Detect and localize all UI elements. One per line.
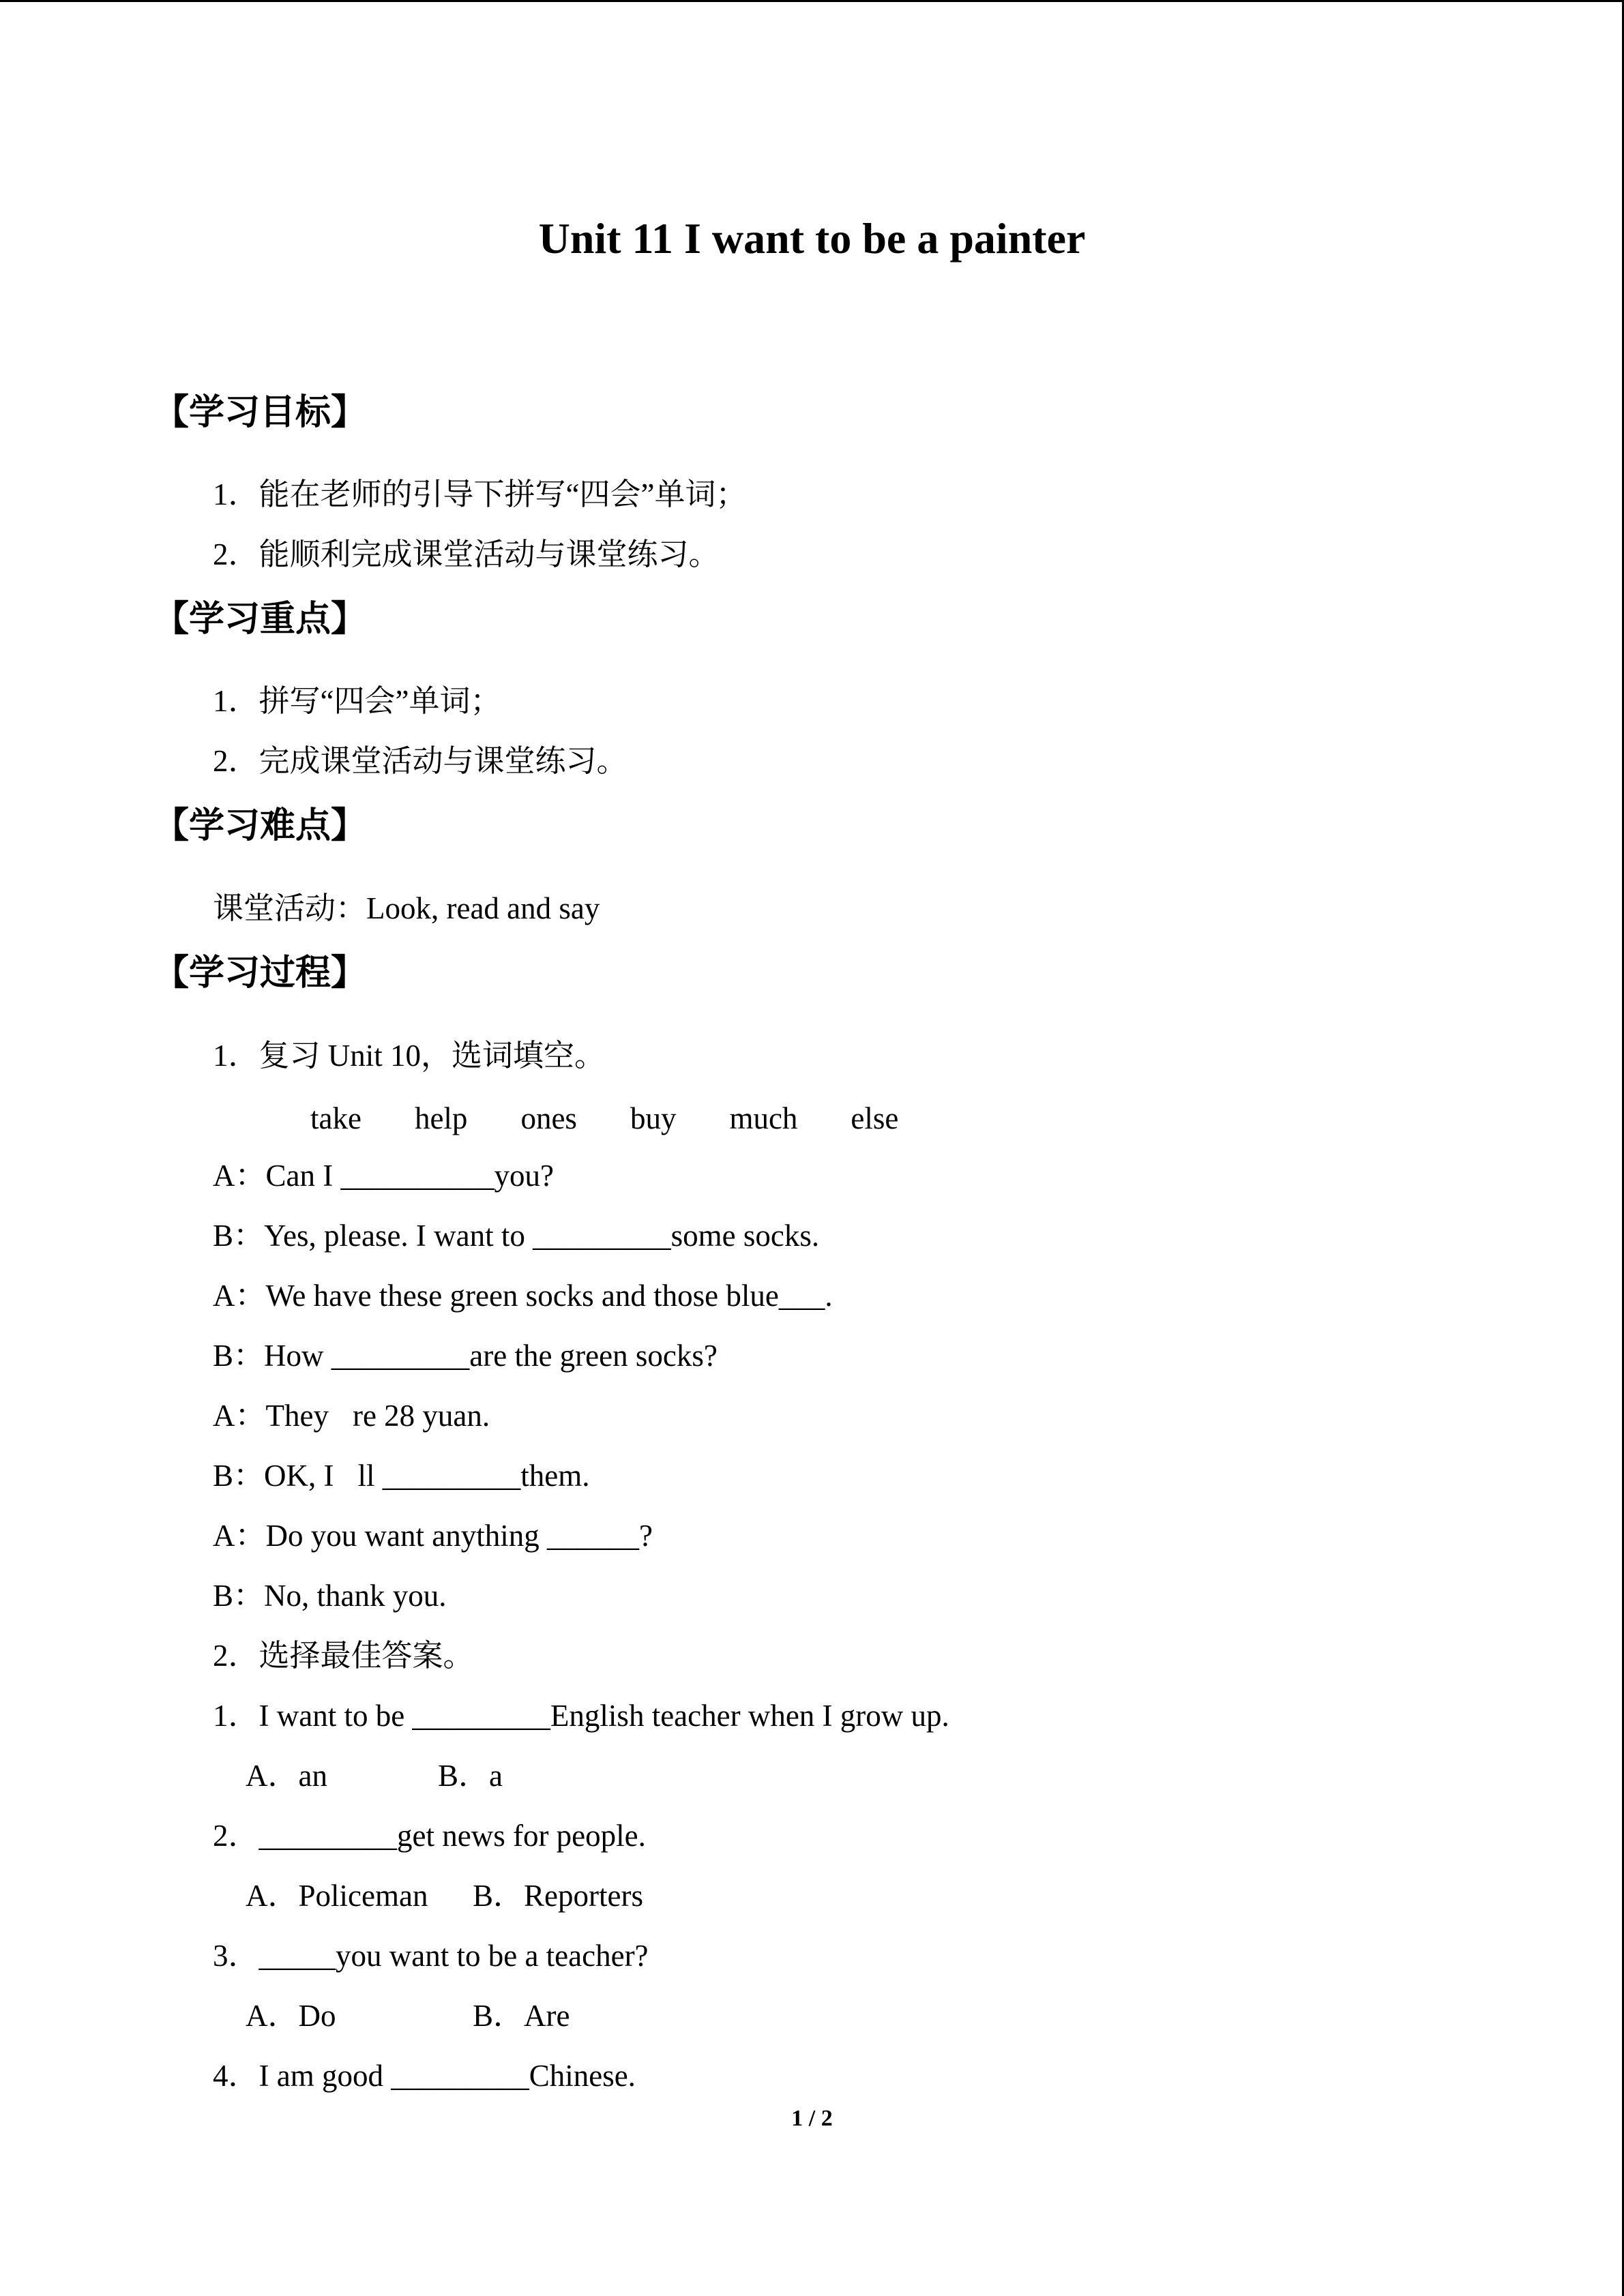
dialogue-line: B：Yes, please. I want to _________some socks. bbox=[213, 1219, 820, 1253]
key-point-item-1: 1．拼写“四会”单词； bbox=[213, 684, 501, 718]
key-point-item-2: 2．完成课堂活动与课堂练习。 bbox=[213, 744, 628, 778]
word-bank-item: else bbox=[851, 1101, 899, 1135]
section-heading-key-points: 【学习重点】 bbox=[153, 599, 367, 640]
section-heading-goals: 【学习目标】 bbox=[153, 392, 367, 433]
dialogue-line: A：Can I __________you? bbox=[213, 1159, 554, 1193]
goal-item-1: 1．能在老师的引导下拼写“四会”单词； bbox=[213, 477, 747, 511]
page-number: 1 / 2 bbox=[791, 2106, 833, 2131]
difficulty-item-1: 课堂活动：Look, read and say bbox=[213, 891, 600, 925]
page-title: Unit 11 I want to be a painter bbox=[538, 214, 1086, 263]
question-1-options bbox=[246, 1755, 503, 1796]
word-bank-item: ones bbox=[520, 1101, 577, 1135]
dialogue-line: A：They re 28 yuan. bbox=[213, 1399, 490, 1433]
question-3: 3．_____you want to be a teacher? bbox=[213, 1939, 649, 1973]
question-4: 4．I am good _________Chinese. bbox=[213, 2059, 636, 2093]
dialogue-line: A：Do you want anything ______? bbox=[213, 1519, 653, 1553]
dialogue-line: A：We have these green socks and those blue___. bbox=[213, 1279, 833, 1313]
question-2-options bbox=[246, 1875, 643, 1916]
section-heading-difficulties: 【学习难点】 bbox=[153, 805, 367, 846]
dialogue-line: B：No, thank you. bbox=[213, 1579, 447, 1613]
option-b: B．Reporters bbox=[473, 1879, 643, 1913]
option-b: B．Are bbox=[473, 1999, 570, 2033]
question-2: 2．_________get news for people. bbox=[213, 1819, 646, 1853]
word-bank-item: take bbox=[310, 1101, 361, 1135]
section-heading-process: 【学习过程】 bbox=[153, 953, 367, 994]
word-bank-item: help bbox=[414, 1101, 468, 1135]
word-bank-item: much bbox=[729, 1101, 798, 1135]
dialogue-line: B：How _________are the green socks? bbox=[213, 1339, 718, 1373]
task-2-instruction: 2．选择最佳答案。 bbox=[213, 1639, 474, 1673]
word-bank bbox=[310, 1098, 951, 1139]
question-3-options bbox=[246, 1995, 570, 2036]
option-a: A．Policeman bbox=[246, 1879, 428, 1913]
option-b: B．a bbox=[438, 1759, 503, 1793]
word-bank-item: buy bbox=[630, 1101, 677, 1135]
goal-item-2: 2．能顺利完成课堂活动与课堂练习。 bbox=[213, 537, 720, 571]
task-1-instruction: 1．复习 Unit 10，选词填空。 bbox=[213, 1039, 606, 1073]
option-a: A．an bbox=[246, 1759, 327, 1793]
question-1: 1．I want to be _________English teacher when I grow up. bbox=[213, 1699, 949, 1733]
option-a: A．Do bbox=[246, 1999, 336, 2033]
dialogue-line: B：OK, I ll _________them. bbox=[213, 1459, 590, 1493]
